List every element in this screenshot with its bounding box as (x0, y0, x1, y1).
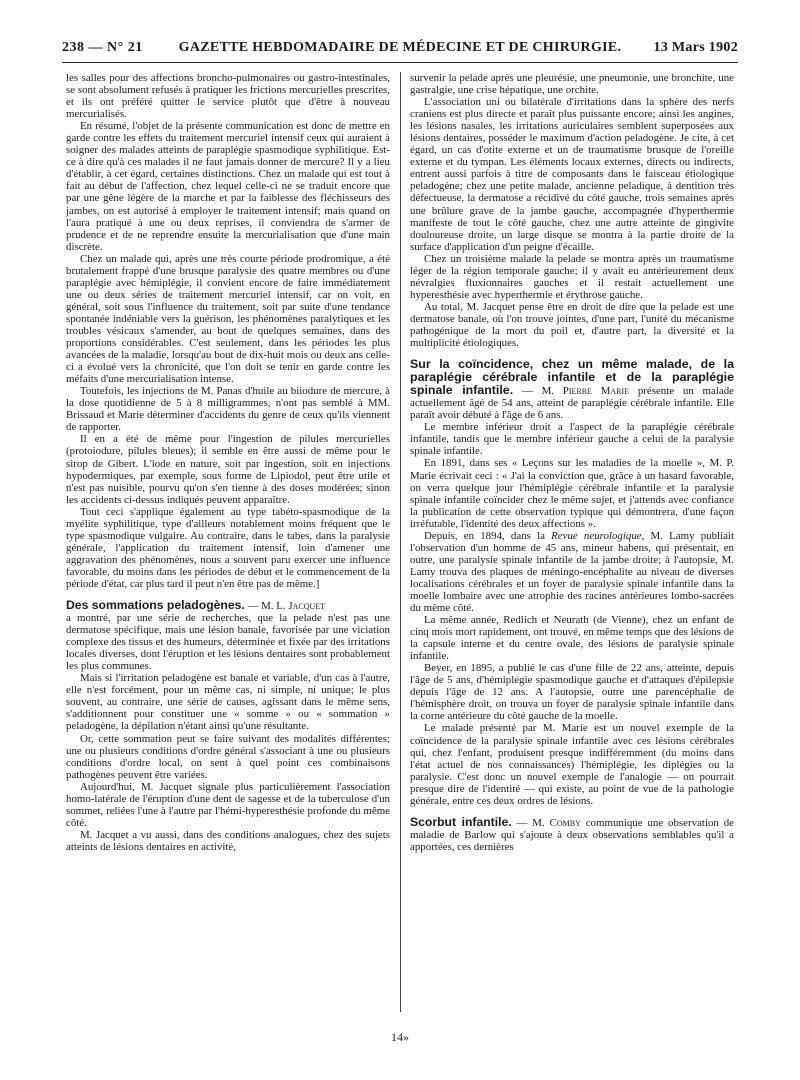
paragraph: les salles pour des affections broncho-pulmonaires ou gastro-intestinales, se sont absolument refusés à pratiquer les frictions mercurielles prescrites, et ils ont préféré quitter le service plutôt que d'être à nouveau mercurialisés. (66, 72, 390, 121)
paragraph: Au total, M. Jacquet pense être en droit de dire que la pelade est une dermatose banale, où l'on trouve jointes, d'une part, l'unité du mécanisme pathogénique de la mort du poil et, d'autre part, la diversité et la multiplicité étiologiques. (410, 300, 734, 350)
section-author: — M. L. Jacquet (244, 600, 326, 613)
paragraph: Chez un malade qui, après une très courte période prodromique, a été brutalement frappé d'une brusque paralysie des quatre membres ou d'une paraplégie avec hémiplégie, il convient encore de faire immédiatement une ou deux séries de traitement mercuriel intensif, car on voit, en général, soit sous l'influence du traitement, soit par suite d'une tendance spontanée indéniable vers la guérison, les phénomènes paralytiques et les troubles vésicaux s'amender, au bout de quelques semaines, dans des proportions considérables. C'est seulement, dans les périodes les plus avancées de la maladie, lorsqu'au bout de dix-huit mois ou deux ans celle-ci a évolué vers la chronicité, que l'on doit se tenir en garde contre les méfaits d'une mercurialisation intense. (66, 252, 390, 386)
paragraph-lead: communique une observation de maladie de Barlow qui s'ajoute à deux observations semblables qu'il a apportées, ces dernières (410, 816, 734, 853)
page-reference: 238 — N° 21 (62, 40, 143, 55)
section-heading (410, 816, 734, 853)
page-number: 14» (391, 1030, 409, 1044)
text-run: , M. Lamy publiait l'observation d'un homme de 45 ans, mineur habens, qui présentait, en outre, une paralysie spinale infantile de la jambe droite; à l'autopsie, M. Lamy trouva des plaques de méningo-encéphalite au niveau de diverses localisations cérébrales et un foyer de paralysie spinale infantile dans la moelle lombaire avec une atrophie des racines antérieures lombo-sacrées du même côté. (410, 529, 734, 615)
section-heading (410, 358, 734, 421)
journal-title: GAZETTE HEBDOMADAIRE DE MÉDECINE ET DE CHIRURGIE. (178, 40, 622, 55)
issue-date: 13 Mars 1902 (653, 40, 738, 55)
paragraph: La même année, Redlich et Neurath (de Vienne), chez un enfant de cinq mois mort rapidement, ont trouvé, en même temps que des lésions de la capsule interne et du centre ovale, des lésions de paralysie spinale infantile. (410, 614, 734, 663)
paragraph: Mais si l'irritation peladogène est banale et variable, d'un cas à l'autre, elle n'est forcément, pour un même cas, ni simple, ni unique; le plus souvent, au contraire, une série de causes, agissant dans le même sens, s'additionnent pour constituer une « somme » ou « sommation » peladogène, la dépilation n'étant ainsi qu'une résultante. (66, 672, 390, 733)
paragraph: Le membre inférieur droit a l'aspect de la paraplégie cérébrale infantile, tandis que le membre inférieur gauche a celui de la paralysie spinale infantile. (410, 421, 734, 458)
section-title: Scorbut infantile. (410, 814, 512, 829)
column-divider (400, 72, 401, 1012)
section-title: Des sommations peladogènes. (66, 598, 245, 613)
page-header (62, 36, 738, 63)
paragraph: Toutefois, les injections de M. Panas d'huile au biiodure de mercure, à la dose quotidienne de 5 à 8 milligrammes, n'ont pas semblé à MM. Brissaud et Marie déterminer d'accidents du genre de ceux qu'ils viennent de rapporter. (66, 385, 390, 434)
paragraph: survenir la pelade après une pleurésie, une pneumonie, une bronchite, une gastralgie, une crise hépatique, une orchite. (410, 72, 734, 97)
section-heading (66, 599, 390, 612)
right-column (410, 72, 734, 853)
paragraph: Aujourd'hui, M. Jacquet signale plus particulièrement l'association homo-latérale de l'éruption d'une dent de sagesse et de la tuberculose d'un sommet, reliées l'une à l'autre par l'hémi-hyperesthésie profonde du même côté. (66, 780, 390, 829)
paragraph-lead: présente un malade actuellement âgé de 54 ans, atteint de paraplégie cérébrale infantile. Elle paraît avoir débuté à l'âge de 6 ans. (410, 385, 734, 422)
paragraph: Le malade présenté par M. Marie est un nouvel exemple de la coïncidence de la paralysie spinale infantile avec ces lésions cérébrales qui, chez l'enfant, produisent presque indifféremment (du moins dans l'état actuel de nos connaissances) l'hémiplégie, les diplégies ou la paralysie. C'est donc un nouvel exemple de l'analogie — on pourrait presque dire de l'identité — qui existe, au point de vue de la pathologie générale, entre ces deux ordres de lésions. (410, 722, 734, 807)
section-title: Sur la coïncidence, chez un même malade, de la paraplégie cérébrale infantile et de la paraplégie spinale infantile. (410, 357, 734, 398)
paragraph: Beyer, en 1895, a publié le cas d'une fille de 22 ans, atteinte, depuis l'âge de 5 ans, d'hémiplégie spasmodique gauche et d'attaques d'épilepsie depuis l'âge de 12 ans. A l'autopsie, outre une parencéphalie de l'hémisphère droit, on trouva un foyer de paralysie spinale infantile dans la corne antérieure du côté gauche de la moelle. (410, 662, 734, 723)
section-author: — M. Pierre Marie (513, 385, 630, 398)
paragraph: Il en a été de même pour l'ingestion de pilules mercurielles (protoiodure, pilules bleues); il semble en être aussi de même pour le sirop de Gibert. L'iode en nature, soit par ingestion, soit en injections hypodermiques, par exemple, sous forme de Lipiodol, peut être utile et n'est pas nuisible, pourvu qu'on s'en tienne à des doses modérées; sinon les accidents ci-dessus indiqués peuvent apparaître. (66, 433, 390, 506)
paragraph: L'association uni ou bilatérale d'irritations dans la sphère des nerfs craniens est plus directe et paraît plus puissante encore; ainsi les angines, les lésions nasales, les irritations auriculaires semblent superposées aux lésions dentaires, posséder le maximum d'action peladogène. Je cite, à cet égard, un cas d'otite externe et un de traumatisme brusque de l'oreille externe et du tympan. Les éléments locaux externes, directs ou indirects, entrent aussi parfois à titre de composants dans le faisceau étiologique peladogène; chez une petite malade, ancienne peladique, à dentition très défectueuse, la dermatose a récidivé du côté gauche, trois semaines après une brûlure grave de la jambe gauche, accompagnée d'hyperthermie manifeste de tout le côté gauche, chez une autre atteinte de gingivite douloureuse droite, un large disque se montra à la partie droite de la surface d'application d'un peigne d'écaille. (410, 96, 734, 253)
text-run: Depuis, en 1894, dans la (424, 529, 552, 542)
paragraph: En résumé, l'objet de la présente communication est donc de mettre en garde contre les effets du traitement mercuriel intensif ceux qui auraient à soigner des malades atteints de paraplégie spasmodique syphilitique. Est-ce à dire qu'à ces malades il ne faut jamais donner de mercure? Il y a lieu d'établir, à cet égard, certaines distinctions. Chez un malade qui est tout à fait au début de l'affection, chez lequel celle-ci ne se traduit encore que par une gêne légère de la marche et par la faiblesse des fléchisseurs des jambes, on est autorisé à employer le traitement intensif; mais quand on l'aura pratiqué à une ou deux reprises, il conviendra de s'armer de prudence et de ne reprendre ensuite la mercurialisation que d'une main discrète. (66, 120, 390, 253)
paragraph (410, 530, 734, 614)
paragraph: Chez un troisième malade la pelade se montra après un traumatisme léger de la région temporale gauche; il y avait eu antérieurement deux névralgies fluxionnaires gauches et il restait actuellement une hyperesthésie avec hyperthermie et érythrose gauche. (410, 252, 734, 301)
paragraph: Tout ceci s'applique également au type tabéto-spasmodique de la myélite syphilitique, type d'ailleurs notablement moins fréquent que le type spasmodique vulgaire. Au contraire, dans le tabes, dans la paralysie générale, l'application du traitement intensif, loin d'amener une aggravation des phénomènes, nous a souvent paru exercer une influence favorable, du moins dans les périodes de début et le commencement de la période d'état, car plus tard il peut n'en être pas de même.] (66, 505, 390, 590)
section-author: — M. Comby (511, 816, 581, 829)
left-column (66, 72, 390, 853)
paragraph: a montré, par une série de recherches, que la pelade n'est pas une dermatose spécifique, mais une lésion banale, favorisée par une viciation complexe des tissus et des humeurs, déterminée et fixée par des irritations locales diverses, dont l'éruption et les lésions dentaires sont probablement les plus communes. (66, 612, 390, 673)
paragraph: En 1891, dans ses « Leçons sur les maladies de la moelle », M. P. Marie écrivait ceci : « J'ai la conviction que, grâce à un hasard favorable, on verra quelque jour l'hémiplégie cérébrale infantile et la paralysie spinale infantile coïncider chez le même sujet, et j'attends avec confiance la publication de cette observation typique qui démontrera, d'une façon irréfutable, l'identité des deux affections ». (410, 457, 734, 530)
journal-name: Revue neurologique (551, 529, 642, 542)
paragraph: M. Jacquet a vu aussi, dans des conditions analogues, chez des sujets atteints de lésions dentaires en activité, (66, 828, 390, 853)
paragraph: Or, cette sommation peut se faire suivant des modalités différentes; une ou plusieurs conditions d'ordre général s'associant à une ou plusieurs conditions d'ordre local, on sent à quel point ces combinaisons pathogènes peuvent être variées. (66, 732, 390, 781)
